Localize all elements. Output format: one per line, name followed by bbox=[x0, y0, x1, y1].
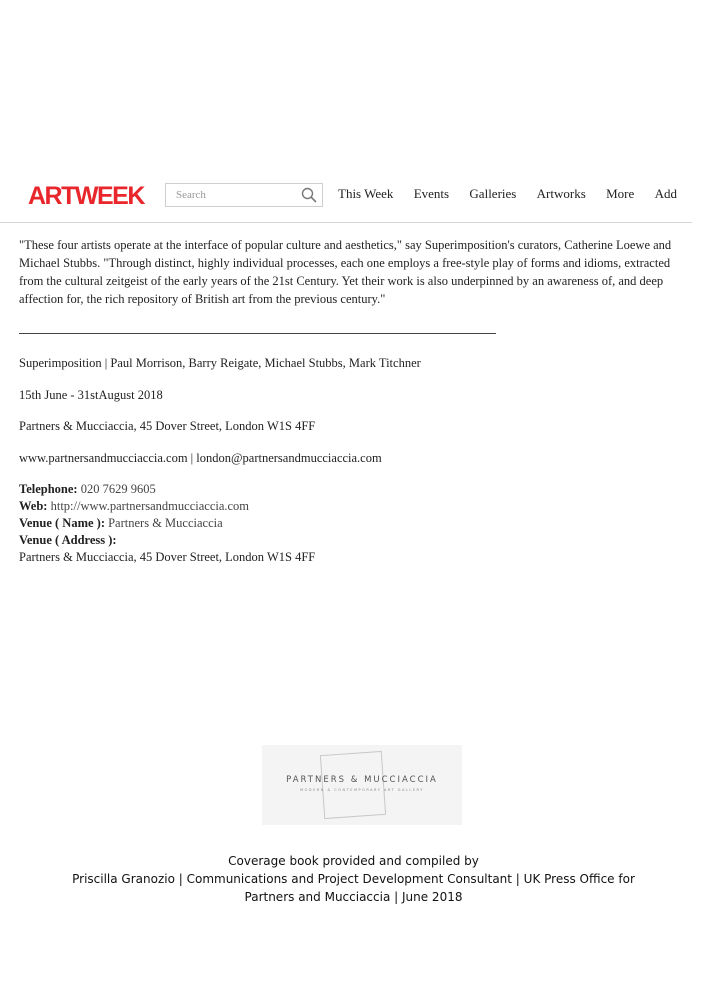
venue-address-row bbox=[19, 532, 315, 549]
gallery-logo bbox=[262, 745, 462, 825]
gallery-logo-subtitle: MODERN & CONTEMPORARY ART GALLERY bbox=[300, 788, 424, 792]
venue-name-row bbox=[19, 515, 315, 532]
footer-line-2: Priscilla Granozio | Communications and Project Development Consultant | UK Press Office for bbox=[72, 872, 635, 886]
venue-name-label: Venue ( Name ): bbox=[19, 516, 105, 530]
search-input[interactable] bbox=[176, 189, 296, 201]
telephone-value: 020 7629 9605 bbox=[80, 482, 156, 496]
coverage-footer bbox=[0, 852, 707, 906]
exhibition-dates: 15th June - 31stAugust 2018 bbox=[19, 388, 163, 402]
venue-name-value: Partners & Mucciaccia bbox=[108, 516, 223, 530]
nav-more[interactable]: More bbox=[606, 186, 635, 201]
nav-this-week[interactable]: This Week bbox=[338, 186, 394, 201]
search-box[interactable] bbox=[165, 183, 323, 207]
web-label: Web: bbox=[19, 499, 48, 513]
gallery-logo-name: PARTNERS & MUCCIACCIA bbox=[286, 775, 438, 785]
footer-line-1: Coverage book provided and compiled by bbox=[228, 854, 479, 868]
exhibition-address: Partners & Mucciaccia, 45 Dover Street, London W1S 4FF bbox=[19, 419, 316, 433]
search-icon[interactable] bbox=[301, 187, 317, 203]
nav-galleries[interactable]: Galleries bbox=[469, 186, 517, 201]
main-nav bbox=[338, 186, 677, 202]
article-quote: "These four artists operate at the interface of popular culture and aesthetics," say Superimposition's curators, Catherine Loewe and Michael Stubbs. "Through distinct, highly individual processes, each one employs a free-style play of forms and idioms, extracted from the cultural zeitgeist of the early years of the 21st Century. Yet their work is also underpinned by an awareness of, and deep affection for, the rich repository of British art from the previous century." bbox=[19, 238, 672, 306]
logo-frame bbox=[320, 751, 386, 819]
venue-address-label: Venue ( Address ): bbox=[19, 533, 117, 547]
telephone-label: Telephone: bbox=[19, 482, 78, 496]
header-divider bbox=[0, 222, 692, 223]
exhibition-title: Superimposition | Paul Morrison, Barry Reigate, Michael Stubbs, Mark Titchner bbox=[19, 356, 421, 370]
web-link[interactable]: http://www.partnersandmucciaccia.com bbox=[50, 499, 250, 513]
nav-events[interactable]: Events bbox=[413, 186, 450, 201]
telephone-row bbox=[19, 481, 315, 498]
contact-line[interactable]: www.partnersandmucciaccia.com | london@partnersandmucciaccia.com bbox=[19, 451, 382, 465]
nav-artworks[interactable]: Artworks bbox=[536, 186, 586, 201]
footer-line-3: Partners and Mucciaccia | June 2018 bbox=[244, 890, 463, 904]
venue-address-value: Partners & Mucciaccia, 45 Dover Street, London W1S 4FF bbox=[19, 550, 316, 564]
web-row bbox=[19, 498, 315, 515]
section-divider bbox=[19, 333, 496, 334]
venue-details bbox=[19, 481, 315, 566]
nav-add[interactable]: Add bbox=[654, 186, 677, 201]
artweek-logo[interactable]: ARTWEEK bbox=[28, 182, 144, 210]
